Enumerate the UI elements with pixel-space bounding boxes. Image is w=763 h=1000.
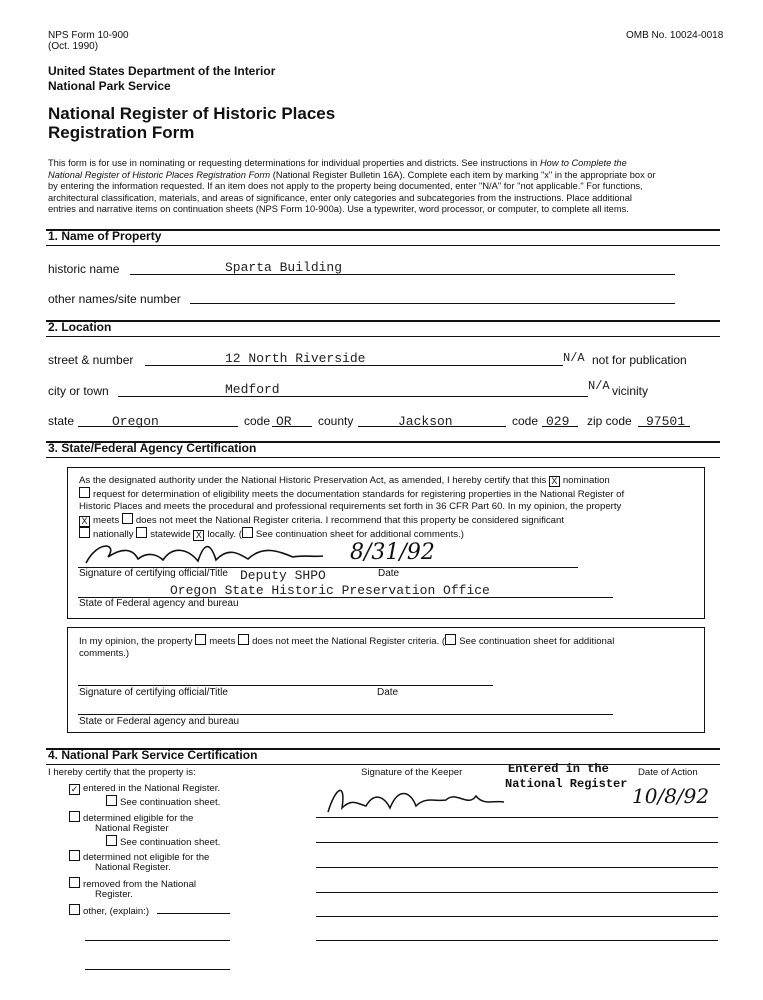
action-date-label: Date of Action bbox=[638, 767, 698, 778]
page-subtitle: Registration Form bbox=[48, 123, 195, 142]
section-4-heading: 4. National Park Service Certification bbox=[48, 748, 258, 762]
city-field[interactable]: Medford bbox=[225, 382, 280, 397]
state-label: state bbox=[48, 414, 75, 428]
historic-name-field[interactable]: Sparta Building bbox=[225, 260, 343, 275]
certifying-signature bbox=[78, 535, 328, 570]
meets-checkbox-2[interactable] bbox=[195, 634, 206, 645]
department: United States Department of the Interior bbox=[48, 64, 276, 78]
vicinity-label: vicinity bbox=[612, 384, 649, 398]
commenting-official-text: In my opinion, the property meets does not meet the National Register criteria. ( See continuation sheet for additional comments.) bbox=[79, 636, 615, 659]
zip-label: zip code bbox=[587, 414, 632, 428]
county-code-field[interactable]: 029 bbox=[546, 414, 570, 429]
see-cont-1: See continuation sheet. bbox=[106, 795, 220, 809]
sig2-label: Signature of certifying official/Title bbox=[79, 687, 228, 698]
sig2-date-label: Date bbox=[377, 687, 399, 698]
meets-checkbox[interactable]: X bbox=[79, 516, 90, 527]
state-code-field[interactable]: OR bbox=[276, 414, 292, 429]
action-date: 10/8/92 bbox=[632, 784, 710, 808]
historic-name-label: historic name bbox=[48, 262, 120, 276]
does-not-meet-checkbox[interactable] bbox=[122, 513, 133, 524]
omb-number: OMB No. 10024-0018 bbox=[626, 30, 724, 41]
other-names-label: other names/site number bbox=[48, 292, 181, 306]
continuation-checkbox-4[interactable] bbox=[106, 835, 117, 846]
entered-option: ✓ entered in the National Register. bbox=[70, 783, 221, 794]
continuation-checkbox-2[interactable] bbox=[445, 634, 456, 645]
eligible-checkbox[interactable] bbox=[69, 811, 80, 822]
eligible-option: determined eligible for the bbox=[69, 811, 193, 825]
service: National Park Service bbox=[48, 79, 171, 93]
entered-checkbox[interactable]: ✓ bbox=[70, 784, 79, 794]
page-title: National Register of Historic Places bbox=[48, 104, 336, 123]
section-3-heading: 3. State/Federal Agency Certification bbox=[48, 441, 257, 455]
not-eligible-line2: National Register. bbox=[95, 862, 171, 873]
locally-checkbox[interactable]: X bbox=[193, 530, 204, 541]
form-number: NPS Form 10-900 bbox=[48, 30, 129, 41]
state-certification-text: As the designated authority under the National Historic Preservation Act, as amended, I hereby certify that this X nomination request for determination of eligibility meets the documentation standards for registering properties in the National Register of Historic Places and meets the procedural and professional requirements set forth in 36 CFR Part 60. In my opinion, the property X meets does not meet the National Register criteria. I recommend that this property be considered significant nationally statewide X locally. ( See continuation sheet for additional comments.) bbox=[79, 475, 625, 540]
continuation-checkbox-3[interactable] bbox=[106, 795, 117, 806]
request-checkbox[interactable] bbox=[79, 487, 90, 498]
section-2-heading: 2. Location bbox=[48, 320, 112, 334]
not-for-publication-label: not for publication bbox=[592, 353, 687, 367]
state-code-label: code bbox=[244, 414, 271, 428]
sig1-date: 8/31/92 bbox=[350, 540, 435, 565]
keeper-label: Signature of the Keeper bbox=[361, 767, 463, 778]
section-1-heading: 1. Name of Property bbox=[48, 229, 162, 243]
eligible-line2: National Register bbox=[95, 823, 169, 834]
sig1-date-label: Date bbox=[378, 568, 400, 579]
nomination-checkbox[interactable]: X bbox=[549, 476, 560, 487]
other-checkbox[interactable] bbox=[69, 904, 80, 915]
removed-option: removed from the National bbox=[69, 877, 196, 891]
intro-paragraph: This form is for use in nominating or requesting determinations for individual properties and districts. See instructions in How to Complete the National Register of Historic Places Registration Form (National Register Bulletin 16A). Complete each item by marking "x" in the appropriate box or by entering the information requested. If an item does not apply to the property being documented, enter "N/A" for "not applicable." For functions, architectural classification, materials, and areas of significance, enter only categories and subcategories from the instructions. Place additional entries and narrative items on continuation sheets (NPS Form 10-900a). Use a typewriter, word processor, or computer, to complete all items. bbox=[48, 158, 656, 215]
county-label: county bbox=[318, 414, 354, 428]
not-for-publication-mark[interactable]: N/A bbox=[563, 351, 585, 365]
state-field[interactable]: Oregon bbox=[112, 414, 159, 429]
form-date: (Oct. 1990) bbox=[48, 41, 99, 52]
does-not-meet-checkbox-2[interactable] bbox=[238, 634, 249, 645]
agency-label: State of Federal agency and bureau bbox=[79, 598, 239, 609]
entered-stamp-line1: Entered in the bbox=[508, 762, 609, 776]
agency-field[interactable]: Oregon State Historic Preservation Office bbox=[170, 583, 490, 598]
agency2-label: State or Federal agency and bureau bbox=[79, 716, 240, 727]
zip-field[interactable]: 97501 bbox=[646, 414, 686, 429]
other-option: other, (explain:) bbox=[69, 904, 149, 918]
not-eligible-checkbox[interactable] bbox=[69, 850, 80, 861]
street-field[interactable]: 12 North Riverside bbox=[225, 351, 366, 366]
removed-line2: Register. bbox=[95, 889, 133, 900]
county-field[interactable]: Jackson bbox=[398, 414, 453, 429]
city-label: city or town bbox=[48, 384, 109, 398]
other-names-field[interactable] bbox=[190, 303, 675, 304]
entered-stamp-line2: National Register bbox=[505, 777, 628, 791]
sig1-title: Deputy SHPO bbox=[240, 568, 326, 583]
not-eligible-option: determined not eligible for the bbox=[69, 850, 209, 864]
vicinity-mark[interactable]: N/A bbox=[588, 379, 610, 393]
street-label: street & number bbox=[48, 353, 134, 367]
removed-checkbox[interactable] bbox=[69, 877, 80, 888]
keeper-signature bbox=[318, 778, 508, 820]
nps-intro: I hereby certify that the property is: bbox=[48, 767, 196, 778]
see-cont-2: See continuation sheet. bbox=[106, 835, 220, 849]
county-code-label: code bbox=[512, 414, 539, 428]
sig1-label: Signature of certifying official/Title bbox=[79, 568, 228, 579]
